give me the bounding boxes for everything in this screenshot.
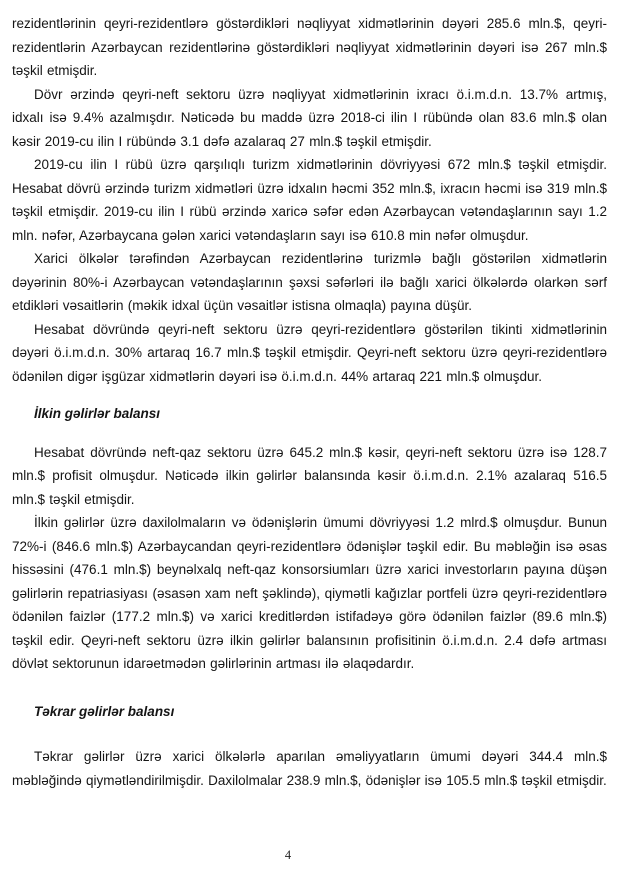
body-paragraph: İlkin gəlirlər üzrə daxilolmaların və ödənişlərin ümumi dövriyyəsi 1.2 mlrd.$ olmuşdur. Bunun 72%-i (846.6 mln.$) Azərbaycandan qeyri-rezidentlərə ödənişlər təşkil edir. Bu məbləğin isə əsas hissəsini (476.1 mln.$) beynəlxalq neft-qaz konsorsiumları üzrə xarici investorların payına düşən gəlirlərin repatriasiyası (əsasən xam neft şəklində), qiymətli kağızlar portfeli üzrə qeyri-rezidentlərə ödənilən faizlər (177.2 mln.$) və xarici kreditlərdən istifadəyə görə ödənilən faizlər (89.6 mln.$) təşkil edir. Qeyri-neft sektoru üzrə ilkin gəlirlər balansının profisitinin ö.i.m.d.n. 2.4 dəfə artması dövlət sektorunun idarəetmədən gəlirlərinin artması ilə əlaqədardır.	[12, 515, 607, 671]
body-paragraph: Dövr ərzində qeyri-neft sektoru üzrə nəqliyyat xidmətlərinin ixracı ö.i.m.d.n. 13.7% artmış, idxalı isə 9.4% azalmışdır. Nəticədə bu maddə üzrə 2018-ci ilin I rübündə olan 83.6 mln.$ olan kəsir 2019-cu ilin I rübündə 3.1 dəfə azalaraq 27 mln.$ təşkil etmişdir.	[12, 86, 607, 149]
body-paragraph: Hesabat dövründə neft-qaz sektoru üzrə 645.2 mln.$ kəsir, qeyri-neft sektoru üzrə isə 128.7 mln.$ profisit olmuşdur. Nəticədə ilkin gəlirlər balansında kəsir ö.i.m.d.n. 2.1% azalaraq 516.5 mln.$ təşkil etmişdir.	[12, 444, 607, 507]
body-paragraph: Hesabat dövründə qeyri-neft sektoru üzrə qeyri-rezidentlərə göstərilən tikinti xidmətlərinin dəyəri ö.i.m.d.n. 30% artaraq 16.7 mln.$ təşkil etmişdir. Qeyri-neft sektoru üzrə qeyri-rezidentlərə ödənilən digər işgüzar xidmətlərin dəyəri isə ö.i.m.d.n. 44% artaraq 221 mln.$ olmuşdur.	[12, 321, 607, 384]
page-number: 4	[284, 848, 292, 862]
body-paragraph: rezidentlərinin qeyri-rezidentlərə göstərdikləri nəqliyyat xidmətlərinin dəyəri 285.6 mln.$, qeyri-rezidentlərin Azərbaycan rezidentlərinə göstərdikləri nəqliyyat xidmətlərinin dəyəri isə 267 mln.$ təşkil etmişdir.	[12, 16, 607, 78]
section-heading: İlkin gəlirlər balansı	[34, 406, 161, 421]
body-paragraph: 2019-cu ilin I rübü üzrə qarşılıqlı turizm xidmətlərinin dövriyyəsi 672 mln.$ təşkil etmişdir. Hesabat dövrü ərzində turizm xidmətləri üzrə idxalın həcmi 352 mln.$, ixracın həcmi isə 319 mln.$ təşkil etmişdir. 2019-cu ilin I rübü ərzində xaricə səfər edən Azərbaycan vətəndaşlarının sayı 1.2 mln. nəfər, Azərbaycana gələn xarici vətəndaşların sayı isə 610.8 min nəfər olmuşdur.	[12, 157, 607, 243]
body-paragraph: Təkrar gəlirlər üzrə xarici ölkələrlə aparılan əməliyyatların ümumi dəyəri 344.4 mln.$ məbləğində qiymətləndirilmişdir. Daxilolmalar 238.9 mln.$, ödənişlər isə 105.5 mln.$ təşkil etmişdir.	[12, 749, 607, 788]
section-heading: Təkrar gəlirlər balansı	[34, 703, 175, 719]
body-paragraph: Xarici ölkələr tərəfindən Azərbaycan rezidentlərinə turizmlə bağlı göstərilən xidmətlərin dəyərinin 80%-i Azərbaycan vətəndaşlarının şəxsi səfərləri ilə bağlı xarici ölkələrdə olarkən sərf etdikləri vəsaitlərin (məkik idxal üçün vəsaitlər istisna olmaqla) payına düşür.	[12, 251, 607, 313]
document-body	[12, 12, 607, 792]
